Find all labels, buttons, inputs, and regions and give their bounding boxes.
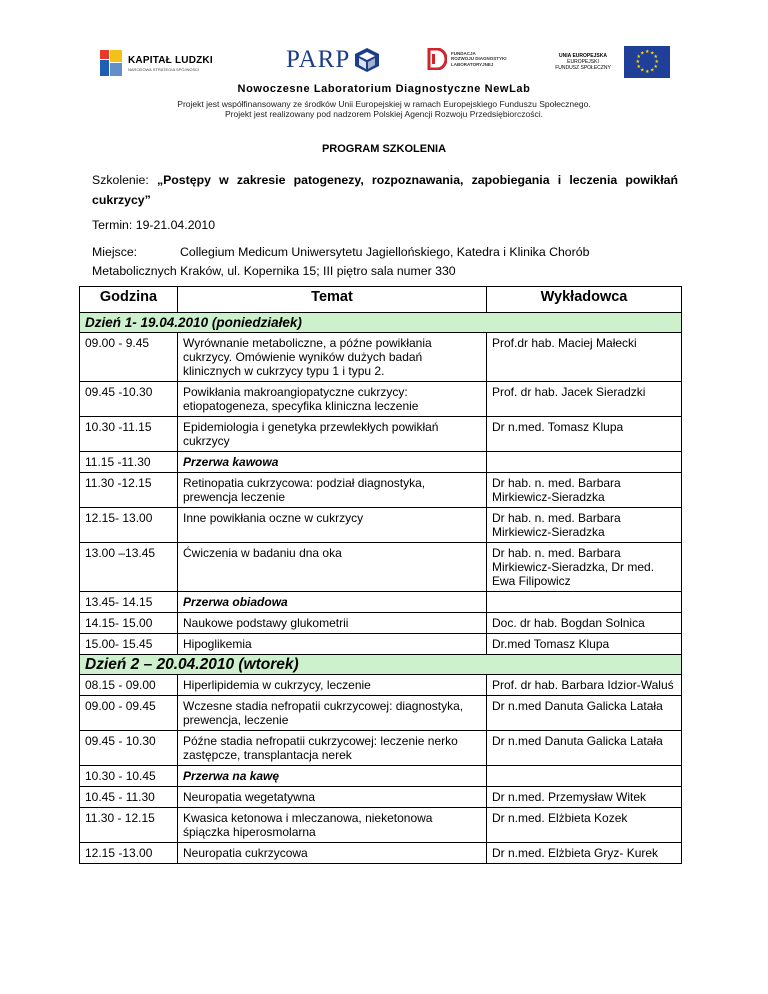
ue-line2: EUROPEJSKI [567,59,599,65]
table-row [80,766,682,787]
table-row [80,787,682,808]
table-row [80,473,682,508]
header-time: Godzina [80,287,178,313]
training-date: Termin: 19-21.04.2010 [92,218,216,232]
parp-logo [286,46,380,74]
venue-line1: Collegium Medicum Uniwersytetu Jagiellońskiego, Katedra i Klinika Chorób [180,245,590,259]
table-row [80,543,682,592]
cell-lecturer: Prof. dr hab. Barbara Idzior-Waluś [487,675,682,696]
kapital-ludzki-logo [100,50,213,76]
cell-topic: Neuropatia cukrzycowa [178,843,487,864]
svg-text:★: ★ [636,64,641,70]
day1-rows [80,333,682,655]
table-row [80,452,682,473]
cell-topic: Neuropatia wegetatywna [178,787,487,808]
training-title: „Postępy w zakresie patogenezy, rozpoznawania, zapobiegania i leczenia powikłań cukrzycy” [92,173,678,207]
cell-lecturer: Prof. dr hab. Jacek Sieradzki [487,382,682,417]
cell-topic: Powikłania makroangiopatyczne cukrzycy: etiopatogeneza, specyfika kliniczna leczenie [178,382,487,417]
cell-time: 12.15 -13.00 [80,843,178,864]
cell-time: 13.45- 14.15 [80,592,178,613]
svg-text:★: ★ [640,50,645,57]
table-row [80,382,682,417]
cell-topic: Epidemiologia i genetyka przewlekłych powikłań cukrzycy [178,417,487,452]
cell-topic: Wyrównanie metaboliczne, a późne powikłania cukrzycy. Omówienie wyników dużych badań klinicznych w cukrzycy typu 1 i typu 2. [178,333,487,382]
cell-lecturer: Dr hab. n. med. Barbara Mirkiewicz-Sieradzka [487,473,682,508]
cell-lecturer [487,452,682,473]
cell-lecturer: Doc. dr hab. Bogdan Solnica [487,613,682,634]
eu-flag-icon [624,46,670,78]
cell-lecturer: Dr n.med. Tomasz Klupa [487,417,682,452]
cell-lecturer: Dr n.med Danuta Galicka Latała [487,696,682,731]
table-row [80,731,682,766]
fundacja-line1: FUNDACJA [451,50,476,56]
svg-text:★: ★ [654,59,659,65]
training-venue [92,243,692,281]
cell-time: 12.15- 13.00 [80,508,178,543]
cell-lecturer: Dr n.med. Elżbieta Gryz- Kurek [487,843,682,864]
ue-line1: UNIA EUROPEJSKA [559,53,607,59]
schedule-table [79,286,682,864]
venue-line2: Metabolicznych Kraków, ul. Kopernika 15; III piętro sala numer 330 [92,264,456,278]
cell-lecturer: Dr hab. n. med. Barbara Mirkiewicz-Sieradzka [487,508,682,543]
training-label: Szkolenie: [92,173,149,187]
cell-time: 13.00 –13.45 [80,543,178,592]
table-header-row [80,287,682,313]
table-row [80,634,682,655]
svg-text:★: ★ [635,59,640,65]
fundacja-logo [427,48,507,70]
parp-cube-icon [354,47,380,73]
kapital-ludzki-mark-icon [100,50,122,76]
lab-note-line2: Projekt jest realizowany pod nadzorem Polskiej Agencji Rozwoju Przedsiębiorczości. [225,109,543,119]
table-row [80,808,682,843]
table-row [80,417,682,452]
table-row [80,613,682,634]
cell-topic: Kwasica ketonowa i mleczanowa, nieketonowa śpiączka hiperosmolarna [178,808,487,843]
kapital-ludzki-subtitle: NARODOWA STRATEGIA SPÓJNOŚCI [128,66,200,72]
cell-time: 09.45 - 10.30 [80,731,178,766]
cell-time: 09.00 - 09.45 [80,696,178,731]
cell-topic: Hiperlipidemia w cukrzycy, leczenie [178,675,487,696]
svg-text:★: ★ [653,64,658,70]
ue-efs-logo [546,46,670,78]
table-row [80,675,682,696]
cell-time: 11.30 - 12.15 [80,808,178,843]
table-row [80,508,682,543]
program-title: PROGRAM SZKOLENIA [321,143,447,155]
cell-time: 09.45 -10.30 [80,382,178,417]
cell-time: 15.00- 15.45 [80,634,178,655]
cell-time: 08.15 - 09.00 [80,675,178,696]
cell-topic: Naukowe podstawy glukometrii [178,613,487,634]
lab-note [0,99,768,119]
cell-topic: Przerwa na kawę [178,766,487,787]
training-title-block [92,170,678,210]
svg-text:★: ★ [645,49,650,55]
svg-text:★: ★ [640,67,645,74]
day2-header-row [80,655,682,675]
venue-label: Miejsce: [92,245,138,259]
cell-time: 10.45 - 11.30 [80,787,178,808]
cell-topic: Przerwa kawowa [178,452,487,473]
lab-note-line1: Projekt jest współfinansowany ze środków Unii Europejskiej w ramach Europejskiego Funduszu Społecznego. [177,99,591,109]
lab-title: Nowoczesne Laboratorium Diagnostyczne NewLab [237,83,531,95]
cell-time: 09.00 - 9.45 [80,333,178,382]
fundacja-line3: LABORATORYJNEJ [451,61,494,67]
cell-topic: Hipoglikemia [178,634,487,655]
day1-label: Dzień 1- 19.04.2010 (poniedziałek) [80,313,682,333]
cell-lecturer [487,592,682,613]
fundacja-d-icon [427,48,447,70]
cell-topic: Retinopatia cukrzycowa: podział diagnostyka, prewencja leczenie [178,473,487,508]
svg-text:★: ★ [653,54,658,60]
cell-time: 11.15 -11.30 [80,452,178,473]
day2-label: Dzień 2 – 20.04.2010 (wtorek) [80,655,682,675]
header-lecturer: Wykładowca [487,287,682,313]
svg-text:★: ★ [650,50,655,57]
day1-header-row [80,313,682,333]
cell-time: 14.15- 15.00 [80,613,178,634]
fundacja-line2: ROZWOJU DIAGNOSTYKI [451,56,507,62]
table-row [80,333,682,382]
svg-text:★: ★ [650,67,655,74]
cell-lecturer: Dr hab. n. med. Barbara Mirkiewicz-Sieradzka, Dr med. Ewa Filipowicz [487,543,682,592]
svg-text:★: ★ [636,54,641,60]
table-row [80,696,682,731]
cell-lecturer: Dr n.med Danuta Galicka Latała [487,731,682,766]
cell-lecturer: Prof.dr hab. Maciej Małecki [487,333,682,382]
cell-time: 10.30 - 10.45 [80,766,178,787]
table-row [80,592,682,613]
parp-wordmark: PARP [286,46,351,73]
cell-time: 10.30 -11.15 [80,417,178,452]
cell-topic: Inne powikłania oczne w cukrzycy [178,508,487,543]
svg-text:★: ★ [645,69,650,75]
kapital-ludzki-title: KAPITAŁ LUDZKI [128,54,213,66]
cell-topic: Przerwa obiadowa [178,592,487,613]
cell-lecturer: Dr n.med. Przemysław Witek [487,787,682,808]
table-row [80,843,682,864]
cell-topic: Późne stadia nefropatii cukrzycowej: leczenie nerko zastępcze, transplantacja nerek [178,731,487,766]
cell-topic: Ćwiczenia w badaniu dna oka [178,543,487,592]
ue-line3: FUNDUSZ SPOŁECZNY [555,65,611,71]
cell-lecturer [487,766,682,787]
cell-topic: Wczesne stadia nefropatii cukrzycowej: diagnostyka, prewencja, leczenie [178,696,487,731]
day2-rows [80,675,682,864]
cell-time: 11.30 -12.15 [80,473,178,508]
cell-lecturer: Dr.med Tomasz Klupa [487,634,682,655]
header-topic: Temat [178,287,487,313]
cell-lecturer: Dr n.med. Elżbieta Kozek [487,808,682,843]
logo-bar [0,40,768,88]
